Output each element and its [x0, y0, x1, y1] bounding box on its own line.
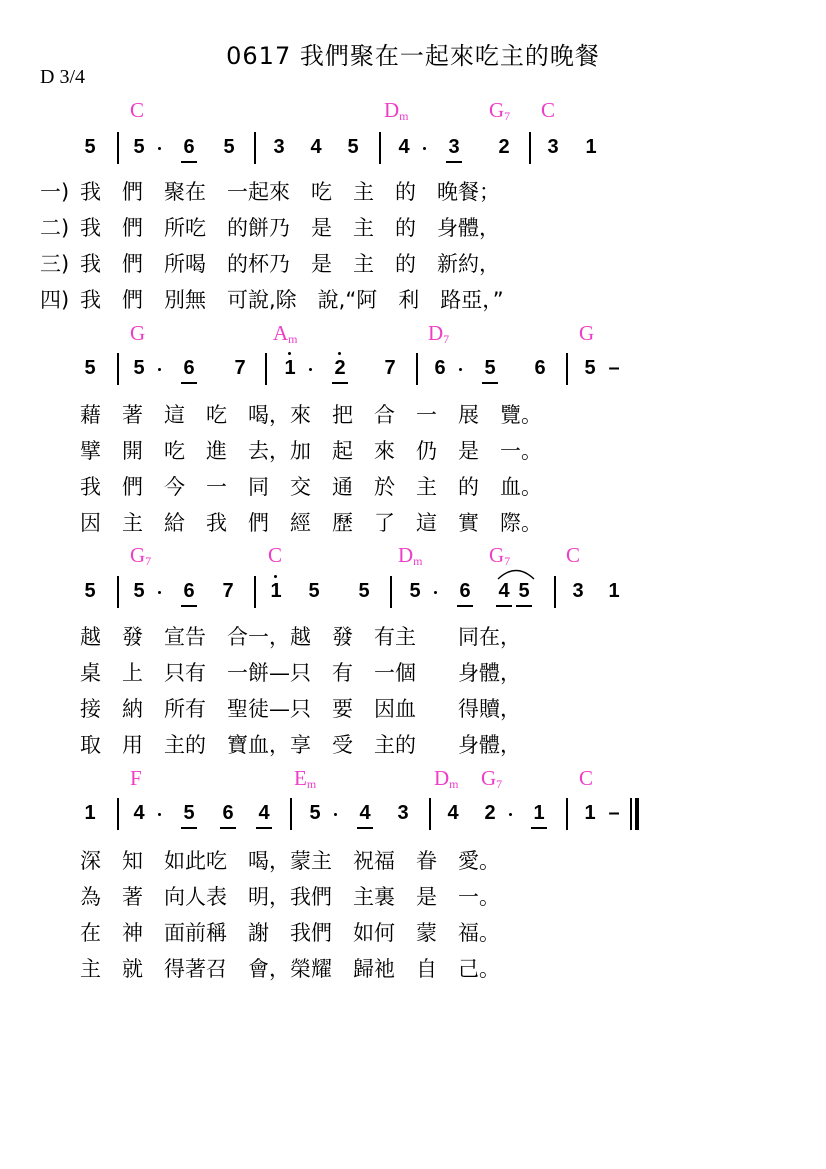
- lyric-line: 因 主 給 我 們 經 歷 了 這 實 際。: [80, 511, 542, 535]
- note-number: 1: [608, 580, 620, 602]
- note-number: 4: [258, 802, 270, 824]
- rhythm-dot: [459, 368, 462, 371]
- note-number: 7: [384, 357, 396, 379]
- chord-quality: m: [399, 109, 409, 123]
- bar-line: [566, 798, 568, 830]
- chord-root: G: [130, 321, 146, 345]
- chord-root: G: [579, 321, 595, 345]
- note-number: 6: [534, 357, 546, 379]
- lyric-line: 主 就 得著召 會，榮耀 歸祂 自 己。: [80, 957, 500, 981]
- key-signature: D 3/4: [40, 66, 85, 88]
- bar-line: [416, 353, 418, 385]
- bar-line: [117, 798, 119, 830]
- rhythm-dot: [423, 147, 426, 150]
- note-number: 5: [133, 357, 145, 379]
- chord-root: G: [489, 543, 505, 567]
- note-number: 1: [533, 802, 545, 824]
- lyric-line: 桌 上 只有 一餅—只 有 一個 身體，: [80, 661, 521, 685]
- note-number: –: [608, 357, 620, 379]
- note-number: 5: [84, 136, 96, 158]
- note-number: 2: [498, 136, 510, 158]
- note-number: 3: [273, 136, 285, 158]
- note-number: 6: [222, 802, 234, 824]
- lyric-line: 藉 著 這 吃 喝，來 把 合 一 展 覽。: [80, 403, 542, 427]
- verse-label: 二): [40, 216, 70, 240]
- lyric-line: 我 們 今 一 同 交 通 於 主 的 血。: [80, 475, 542, 499]
- note-number: 5: [84, 580, 96, 602]
- note-number: 5: [358, 580, 370, 602]
- lyric-line: 為 著 向人表 明，我們 主裏 是 一。: [80, 885, 500, 909]
- bar-line: [529, 132, 531, 164]
- chord-root: A: [273, 321, 289, 345]
- note-number: 1: [584, 802, 596, 824]
- note-number: 6: [434, 357, 446, 379]
- chord-symbol: [273, 321, 298, 347]
- note-number: 4: [310, 136, 322, 158]
- chord-symbol: [579, 321, 594, 346]
- lyric-line: 擘 開 吃 進 去，加 起 來 仍 是 一。: [80, 439, 542, 463]
- verse-label: 三): [40, 252, 70, 276]
- note-number: 4: [398, 136, 410, 158]
- rhythm-dot: [434, 591, 437, 594]
- note-underline: [181, 605, 197, 607]
- note-number: 4: [133, 802, 145, 824]
- bar-line: [117, 576, 119, 608]
- final-bar-thick: [635, 798, 639, 830]
- note-underline: [220, 827, 236, 829]
- bar-line: [117, 353, 119, 385]
- chord-symbol: [428, 321, 449, 347]
- chord-quality: m: [288, 332, 298, 346]
- note-number: 7: [234, 357, 246, 379]
- note-number: 2: [334, 357, 346, 379]
- chord-root: C: [130, 98, 145, 122]
- note-number: 4: [498, 580, 510, 602]
- chord-quality: 7: [504, 109, 511, 123]
- note-underline: [181, 827, 197, 829]
- note-number: 5: [84, 357, 96, 379]
- note-number: 5: [584, 357, 596, 379]
- lyric-line: 我 們 聚在 一起來 吃 主 的 晚餐；: [80, 180, 500, 204]
- high-octave-dot: [274, 575, 277, 578]
- slur-arc: [496, 566, 536, 580]
- chord-symbol: [566, 543, 580, 568]
- note-number: 4: [447, 802, 459, 824]
- chord-quality: 7: [145, 554, 152, 568]
- bar-line: [254, 132, 256, 164]
- chord-quality: 7: [504, 554, 511, 568]
- note-number: 5: [308, 580, 320, 602]
- note-underline: [446, 161, 462, 163]
- bar-line: [265, 353, 267, 385]
- high-octave-dot: [288, 352, 291, 355]
- chord-root: C: [566, 543, 581, 567]
- lyric-line: 取 用 主的 寶血，享 受 主的 身體，: [80, 733, 521, 757]
- note-underline: [531, 827, 547, 829]
- note-number: 6: [183, 357, 195, 379]
- verse-label: 四): [40, 288, 70, 312]
- note-underline: [332, 382, 348, 384]
- chord-quality: m: [413, 554, 423, 568]
- note-underline: [496, 605, 512, 607]
- note-number: 3: [547, 136, 559, 158]
- chord-root: G: [489, 98, 505, 122]
- note-underline: [516, 605, 532, 607]
- note-number: 4: [359, 802, 371, 824]
- rhythm-dot: [334, 813, 337, 816]
- rhythm-dot: [158, 147, 161, 150]
- page-title: 0617 我們聚在一起來吃主的晚餐: [226, 42, 600, 70]
- chord-root: C: [268, 543, 283, 567]
- chord-symbol: [384, 98, 409, 124]
- note-underline: [457, 605, 473, 607]
- chord-root: G: [481, 766, 497, 790]
- chord-symbol: [294, 766, 316, 792]
- rhythm-dot: [309, 368, 312, 371]
- chord-quality: m: [306, 777, 317, 791]
- note-number: 3: [448, 136, 460, 158]
- note-number: 5: [518, 580, 530, 602]
- rhythm-dot: [158, 368, 161, 371]
- chord-symbol: [434, 766, 459, 792]
- note-underline: [256, 827, 272, 829]
- chord-root: D: [434, 766, 450, 790]
- note-number: 1: [585, 136, 597, 158]
- note-number: –: [608, 802, 620, 824]
- note-number: 6: [183, 136, 195, 158]
- bar-line: [429, 798, 431, 830]
- chord-symbol: [398, 543, 423, 569]
- note-number: 5: [133, 580, 145, 602]
- chord-quality: 7: [496, 777, 503, 791]
- lyric-line: 在 神 面前稱 謝 我們 如何 蒙 福。: [80, 921, 500, 945]
- chord-root: D: [428, 321, 444, 345]
- note-number: 5: [484, 357, 496, 379]
- bar-line: [117, 132, 119, 164]
- note-underline: [181, 382, 197, 384]
- chord-quality: m: [449, 777, 459, 791]
- note-number: 5: [133, 136, 145, 158]
- note-number: 3: [397, 802, 409, 824]
- chord-root: E: [294, 766, 307, 790]
- chord-symbol: [130, 766, 142, 791]
- chord-root: D: [384, 98, 400, 122]
- chord-symbol: [489, 98, 510, 124]
- note-number: 5: [309, 802, 321, 824]
- note-number: 1: [284, 357, 296, 379]
- rhythm-dot: [158, 813, 161, 816]
- chord-symbol: [579, 766, 593, 791]
- chord-symbol: [481, 766, 502, 792]
- chord-root: C: [541, 98, 556, 122]
- chord-symbol: [130, 543, 151, 569]
- note-number: 5: [223, 136, 235, 158]
- bar-line: [554, 576, 556, 608]
- bar-line: [390, 576, 392, 608]
- note-underline: [357, 827, 373, 829]
- rhythm-dot: [509, 813, 512, 816]
- note-number: 5: [347, 136, 359, 158]
- chord-symbol: [130, 98, 144, 123]
- note-number: 3: [572, 580, 584, 602]
- bar-line: [379, 132, 381, 164]
- note-number: 5: [409, 580, 421, 602]
- lyric-line: 接 納 所有 聖徒—只 要 因血 得贖，: [80, 697, 521, 721]
- note-number: 7: [222, 580, 234, 602]
- chord-root: D: [398, 543, 414, 567]
- rhythm-dot: [158, 591, 161, 594]
- lyric-line: 我 們 所吃 的餅乃 是 主 的 身體，: [80, 216, 500, 240]
- chord-symbol: [541, 98, 555, 123]
- note-number: 6: [459, 580, 471, 602]
- note-number: 5: [183, 802, 195, 824]
- lyric-line: 我 們 所喝 的杯乃 是 主 的 新約，: [80, 252, 500, 276]
- chord-quality: 7: [443, 332, 450, 346]
- chord-root: C: [579, 766, 594, 790]
- note-number: 1: [270, 580, 282, 602]
- chord-symbol: [130, 321, 145, 346]
- verse-label: 一): [40, 180, 70, 204]
- note-number: 2: [484, 802, 496, 824]
- note-underline: [482, 382, 498, 384]
- bar-line: [290, 798, 292, 830]
- lyric-line: 越 發 宣告 合一，越 發 有主 同在，: [80, 625, 521, 649]
- bar-line: [566, 353, 568, 385]
- bar-line: [254, 576, 256, 608]
- lyric-line: 深 知 如此吃 喝，蒙主 祝福 眷 愛。: [80, 849, 500, 873]
- chord-root: F: [130, 766, 142, 790]
- note-number: 1: [84, 802, 96, 824]
- note-number: 6: [183, 580, 195, 602]
- lyric-line: 我 們 別無 可說,除 說,“阿 利 路亞，”: [80, 288, 504, 312]
- high-octave-dot: [338, 352, 341, 355]
- chord-root: G: [130, 543, 146, 567]
- note-underline: [181, 161, 197, 163]
- final-bar-thin: [630, 798, 632, 830]
- chord-symbol: [268, 543, 282, 568]
